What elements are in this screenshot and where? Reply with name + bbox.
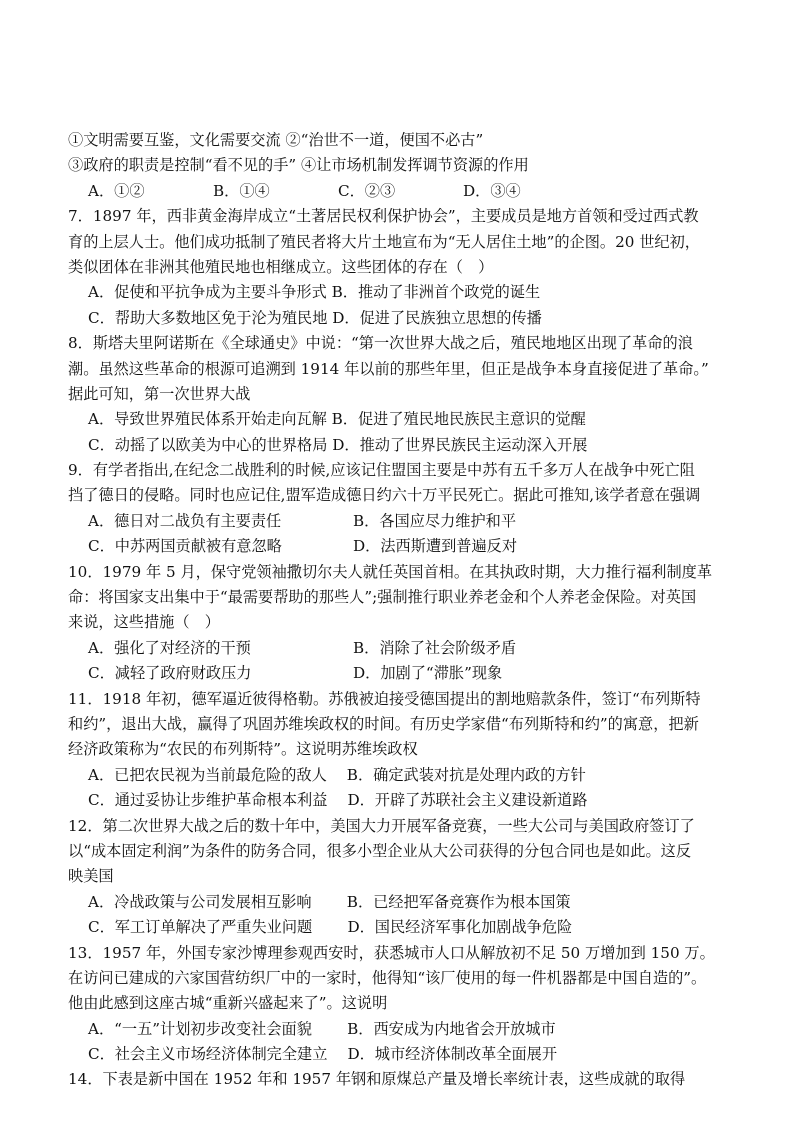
question-11 — [68, 687, 732, 814]
question-text: 11．1918 年初，德军逼近彼得格勒。苏俄被迫接受德国提出的割地赔款条件，签订“布列斯特 — [68, 689, 701, 708]
option-b: B．各国应尽力维护和平 — [353, 511, 517, 530]
question-text: 来说，这些措施（ ） — [68, 613, 220, 632]
option-c: C．②③ — [338, 181, 396, 200]
options-row — [68, 509, 732, 534]
question-13 — [68, 941, 732, 1068]
option-d: D．加剧了“滞胀”现象 — [353, 664, 503, 683]
question-text: 映美国 — [68, 867, 114, 886]
question-6 — [68, 128, 732, 204]
options-line: C．动摇了以欧美为中心的世界格局 D．推动了世界民族民主运动深入开展 — [88, 435, 588, 454]
options-line: C．社会主义市场经济体制完全建立 D．城市经济体制改革全面展开 — [88, 1045, 558, 1064]
statement-line: ③政府的职责是控制“看不见的手” ④让市场机制发挥调节资源的作用 — [68, 156, 529, 175]
option-a: A．德日对二战负有主要责任 — [88, 511, 282, 530]
options-row — [68, 534, 732, 559]
option-c: C．减轻了政府财政压力 — [88, 664, 252, 683]
options-line: C．通过妥协让步维护革命根本利益 D．开辟了苏联社会主义建设新道路 — [88, 791, 588, 810]
question-text: 经济政策称为“农民的布列斯特”。这说明苏维埃政权 — [68, 740, 418, 759]
question-text: 挡了德日的侵略。同时也应记住,盟军造成德日约六十万平民死亡。据此可推知,该学者意在强调 — [68, 486, 701, 505]
option-b: B．消除了社会阶级矛盾 — [353, 638, 517, 657]
question-12 — [68, 814, 732, 941]
option-c: C．中苏两国贡献被有意忽略 — [88, 537, 282, 556]
question-text: 育的上层人士。他们成功抵制了殖民者将大片土地宣布为“无人居住土地”的企图。20 世纪初， — [68, 232, 700, 251]
question-7 — [68, 204, 732, 331]
options-line: A．冷战政策与公司发展相互影响 B．已经把军备竞赛作为根本国策 — [88, 892, 571, 911]
option-b: B．①④ — [213, 181, 270, 200]
option-d: D．法西斯遭到普遍反对 — [353, 537, 518, 556]
question-text: 8．斯塔夫里阿诺斯在《全球通史》中说：“第一次世界大战之后，殖民地地区出现了革命的浪 — [68, 334, 693, 353]
option-a: A．强化了对经济的干预 — [88, 638, 251, 657]
option-d: D．③④ — [463, 181, 521, 200]
question-14 — [68, 1067, 732, 1092]
question-text: 14．下表是新中国在 1952 年和 1957 年钢和原煤总产量及增长率统计表，这些成就的取得 — [68, 1070, 686, 1089]
options-line: A．导致世界殖民体系开始走向瓦解 B．促进了殖民地民族民主意识的觉醒 — [88, 410, 586, 429]
question-9 — [68, 458, 732, 560]
question-text: 潮。虽然这些革命的根源可追溯到 1914 年以前的那些年里，但正是战争本身直接促进了革命。” — [68, 359, 709, 378]
question-text: 在访问已建成的六家国营纺织厂中的一家时，他得知“该厂使用的每一件机器都是中国自造的”。 — [68, 968, 707, 987]
exam-page — [68, 128, 732, 1093]
question-text: 类似团体在非洲其他殖民地也相继成立。这些团体的存在（ ） — [68, 257, 494, 276]
question-text: 12．第二次世界大战之后的数十年中，美国大力开展军备竞赛，一些大公司与美国政府签订了 — [68, 816, 695, 835]
question-text: 13．1957 年，外国专家沙博理参观西安时，获悉城市人口从解放初不足 50 万增加到 150 万。 — [68, 943, 715, 962]
options-row — [68, 661, 732, 686]
question-8 — [68, 331, 732, 458]
options-line: C．帮助大多数地区免于沦为殖民地 D．促进了民族独立思想的传播 — [88, 308, 542, 327]
question-10 — [68, 560, 732, 687]
options-row — [68, 636, 732, 661]
options-line: A．已把农民视为当前最危险的敌人 B．确定武装对抗是处理内政的方针 — [88, 765, 586, 784]
question-text: 他由此感到这座古城“重新兴盛起来了”。这说明 — [68, 994, 388, 1013]
option-a: A．①② — [88, 181, 145, 200]
question-text: 命：将国家支出集中于“最需要帮助的那些人”;强制推行职业养老金和个人养老金保险。对英国 — [68, 588, 697, 607]
options-line: C．军工订单解决了严重失业问题 D．国民经济军事化加剧战争危险 — [88, 918, 573, 937]
statement-line: ①文明需要互鉴，文化需要交流 ②“治世不一道，便国不必古” — [68, 131, 484, 149]
options-line: A．“一五”计划初步改变社会面貌 B．西安成为内地省会开放城市 — [88, 1019, 556, 1038]
question-text: 7．1897 年，西非黄金海岸成立“土著居民权利保护协会”，主要成员是地方首领和受过西式教 — [68, 207, 699, 226]
question-text: 据此可知，第一次世界大战 — [68, 384, 251, 403]
question-text: 和约”，退出大战，赢得了巩固苏维埃政权的时间。有历史学家借“布列斯特和约”的寓意，把新 — [68, 714, 699, 733]
options-line: A．促使和平抗争成为主要斗争形式 B．推动了非洲首个政党的诞生 — [88, 283, 541, 302]
question-text: 10．1979 年 5 月，保守党领袖撒切尔夫人就任英国首相。在其执政时期，大力推行福利制度革 — [68, 562, 713, 581]
question-text: 9．有学者指出,在纪念二战胜利的时候,应该记住盟国主要是中苏有五千多万人在战争中死亡阻 — [68, 461, 695, 480]
options-row — [68, 179, 732, 204]
question-text: 以“成本固定利润”为条件的防务合同，很多小型企业从大公司获得的分包合同也是如此。这反 — [68, 841, 692, 860]
